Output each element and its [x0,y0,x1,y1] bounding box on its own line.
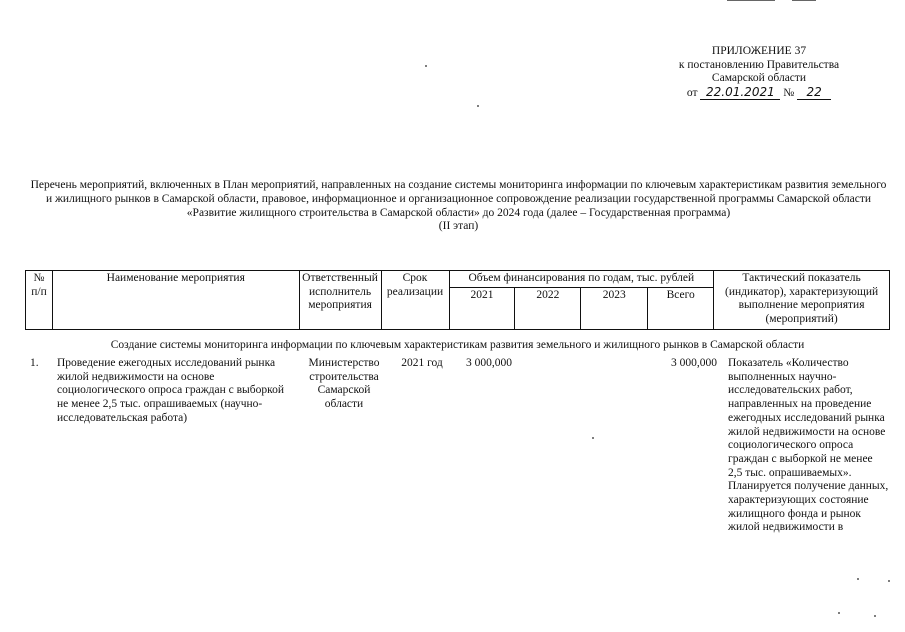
appendix-line-1: к постановлению Правительства [678,58,840,71]
title-line-3: «Развитие жилищного строительства в Самарской области» до 2024 года (далее – Государственная программа) [186,206,731,219]
row-1-term: 2021 год [401,357,443,369]
indicator-line: жилой недвижимости в [728,521,844,534]
row-1-executor: Министерство строительства Самарской области [308,357,380,411]
appendix-date-line [669,86,849,101]
indicator-line: исследовательских работ, [728,384,853,397]
scan-mark [727,0,775,1]
row-1-indicator [728,357,890,535]
header-executor: Ответственный исполнитель мероприятия [299,271,381,330]
indicator-line: жилой недвижимости на основе [728,425,886,438]
indicator-line: граждан с выборкой не менее [728,452,873,465]
indicator-line: Планируется получение данных, [728,480,889,493]
row-1-num: 1. [30,357,39,369]
header-year-2021: 2021 [449,288,515,330]
row-1-total: 3 000,000 [671,357,717,369]
indicator-line: характеризующих состояние [728,494,869,507]
indicator-line: Показатель «Количество [728,357,849,369]
scan-speck [592,437,594,439]
row-1-2021: 3 000,000 [466,357,512,369]
scan-speck [838,612,840,614]
handwritten-date: 22.01.2021 [700,86,780,101]
indicator-line: 2,5 тыс. опрашиваемых». [728,466,852,479]
indicator-line: жилищного фонда и рынок [728,507,861,520]
scan-speck [425,65,427,67]
title-line-4: (II этап) [438,220,479,233]
indicator-line: ежегодных исследований рынка [728,411,885,424]
handwritten-number: 22 [797,86,831,101]
header-term: Срок реализации [381,271,449,330]
header-name: Наименование мероприятия [52,271,299,330]
header-num: № п/п [26,271,53,330]
number-prefix: № [783,86,795,99]
header-year-2022: 2022 [515,288,581,330]
document-title [22,179,895,234]
scan-speck [888,580,890,582]
indicator-line: направленных на проведение [728,398,872,411]
indicator-line: социологического опроса [728,439,854,452]
scan-speck [874,615,876,617]
indicator-line: выполненных научно- [728,370,837,383]
header-year-2023: 2023 [581,288,648,330]
date-prefix: от [686,86,698,99]
header-funding: Объем финансирования по годам, тыс. рублей [449,271,714,288]
title-line-1: Перечень мероприятий, включенных в План мероприятий, направленных на создание системы мониторинга информации по ключевым характеристикам развития земельного [30,179,887,191]
plan-table-header [25,270,890,330]
title-line-2: и жилищного рынков в Самарской области, правовое, информационное и организационное сопровождение реализации государственной программы Самарской области [45,192,872,205]
scan-mark [792,0,816,1]
appendix-block [669,45,849,100]
row-1-name: Проведение ежегодных исследований рынка жилой недвижимости на основе социологического опроса граждан с выборкой не менее 2,5 тыс. опрашиваемых (научно-исследовательская работа) [57,357,285,424]
section-title: Создание системы мониторинга информации по ключевым характеристикам развития земельного и жилищного рынков в Самарской области [110,339,805,351]
scan-speck [477,105,479,107]
appendix-line-2: Самарской области [711,72,807,84]
header-total: Всего [648,288,714,330]
header-indicator: Тактический показатель (индикатор), характеризующий выполнение мероприятия (мероприятий) [714,271,890,330]
scan-speck [857,578,859,580]
appendix-title: ПРИЛОЖЕНИЕ 37 [711,45,807,57]
